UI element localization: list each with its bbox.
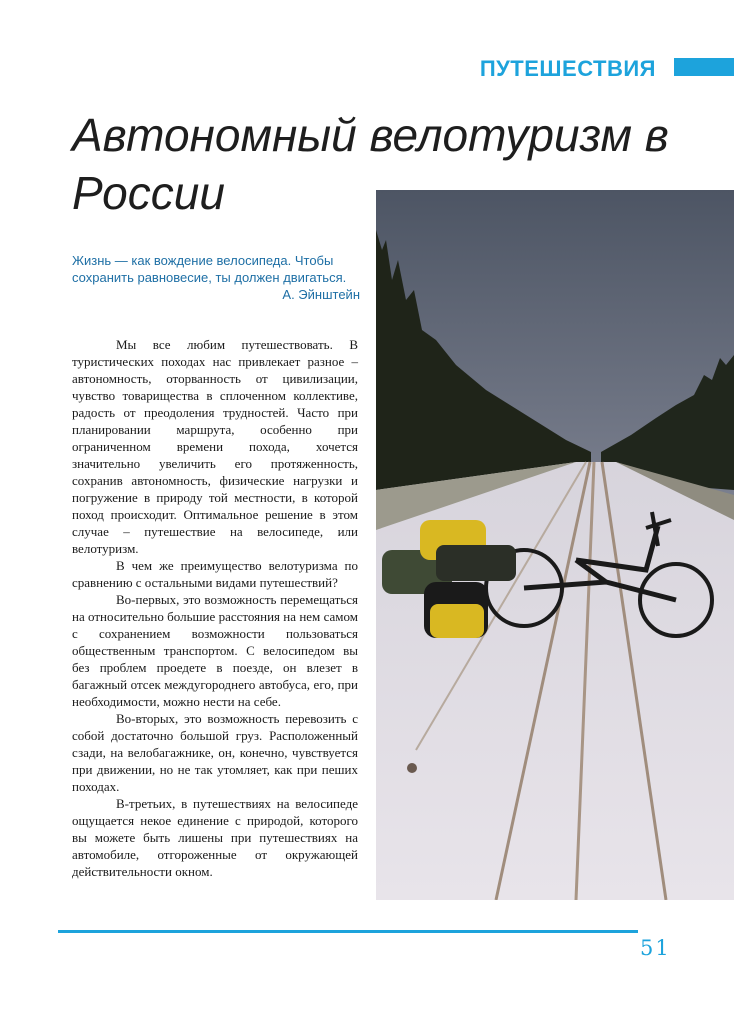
photo-bicycle-on-snowy-road bbox=[376, 190, 734, 900]
article-body bbox=[72, 336, 358, 880]
page-number: 51 bbox=[640, 936, 671, 960]
epigraph-author: А. Эйнштейн bbox=[282, 287, 360, 302]
paragraph: Мы все любим путешествовать. В туристических походах нас привлекает разное – автономность, оторванность от цивилизации, чувство товарищества в сплоченном коллективе, радость от преодоления трудностей. Часто при планировании маршрута, особенно при ограниченном времени похода, хочется значительно увеличить его протяженность, сохранив автономность, физические нагрузки и погружение в природу той местности, в которой поход происходит. Оптимальное решение в этом случае – путешествие на велосипеде, или велотуризм. bbox=[72, 337, 358, 556]
footer-rule bbox=[58, 930, 638, 933]
epigraph-text: Жизнь — как вождение велосипеда. Чтобы сохранить равновесие, ты должен двигаться. bbox=[72, 253, 347, 285]
epigraph bbox=[72, 252, 360, 303]
paragraph: Во-вторых, это возможность перевозить с собой достаточно большой груз. Расположенный сзади, на велобагажнике, он, конечно, чувствуется при движении, но не так утомляет, как при пеших походах. bbox=[72, 711, 358, 794]
section-label: ПУТЕШЕСТВИЯ bbox=[479, 56, 656, 81]
article-title: Автономный велотуризм в России bbox=[72, 109, 669, 219]
paragraph: В чем же преимущество велотуризма по сравнению с остальными видами путешествий? bbox=[72, 558, 358, 590]
paragraph: В-третьих, в путешествиях на велосипеде ощущается некое единение с природой, которого вы можете быть лишены при путешествиях на автомобиле, отгороженные от окружающей действительности окном. bbox=[72, 796, 358, 879]
paragraph: Во-первых, это возможность перемещаться на относительно большие расстояния на нем самом с сохранением возможности пользоваться общественным транспортом. С велосипедом вы без проблем проедете в поезде, он влезет в багажный отсек междугороднего автобуса, его, при необходимости, можно нести на себе. bbox=[72, 592, 358, 709]
section-accent-bar bbox=[674, 58, 734, 76]
